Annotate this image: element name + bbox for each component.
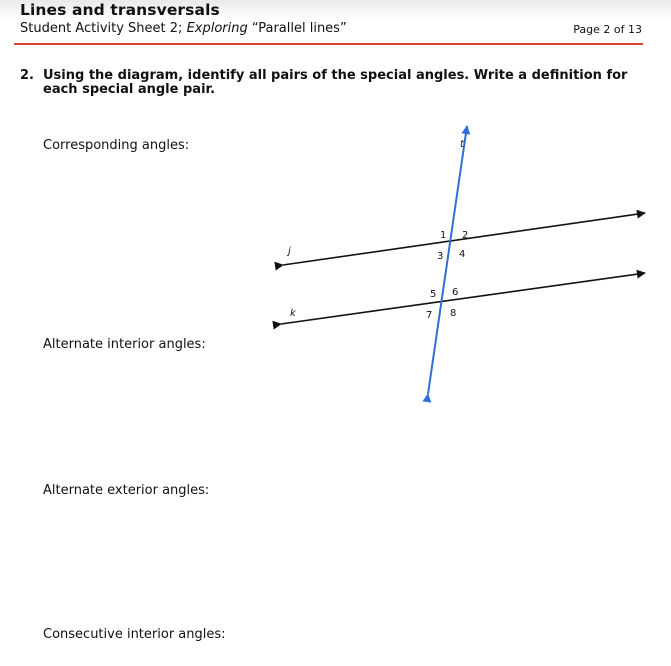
angle-4: 4 (459, 249, 466, 260)
angle-1: 1 (440, 230, 447, 241)
angle-6: 6 (452, 287, 459, 298)
parallel-lines-diagram (272, 118, 652, 408)
label-alternate-interior-angles: Alternate interior angles: (43, 337, 206, 352)
document-subtitle (20, 21, 347, 36)
angle-3: 3 (437, 251, 444, 262)
subtitle-prefix: Student Activity Sheet 2; (20, 21, 187, 36)
label-alternate-exterior-angles: Alternate exterior angles: (43, 483, 210, 498)
angle-5: 5 (430, 289, 437, 300)
transversal-t (428, 126, 467, 394)
label-corresponding-angles: Corresponding angles: (43, 138, 190, 153)
angle-7: 7 (426, 310, 433, 321)
label-t: t (460, 139, 464, 150)
angle-8: 8 (450, 308, 457, 319)
page-number: Page 2 of 13 (573, 23, 642, 36)
label-k: k (290, 308, 296, 319)
label-j: j (288, 246, 291, 257)
subtitle-italic: Exploring (186, 21, 248, 36)
question-text: Using the diagram, identify all pairs of the special angles. Write a definition for each special angle pair. (43, 68, 628, 97)
question-number: 2. (20, 68, 34, 83)
label-consecutive-interior-angles: Consecutive interior angles: (43, 627, 226, 642)
document-title: Lines and transversals (20, 1, 220, 19)
line-k (281, 273, 645, 324)
angle-2: 2 (462, 230, 469, 241)
header-divider (14, 43, 643, 45)
subtitle-suffix: “Parallel lines” (247, 21, 347, 36)
